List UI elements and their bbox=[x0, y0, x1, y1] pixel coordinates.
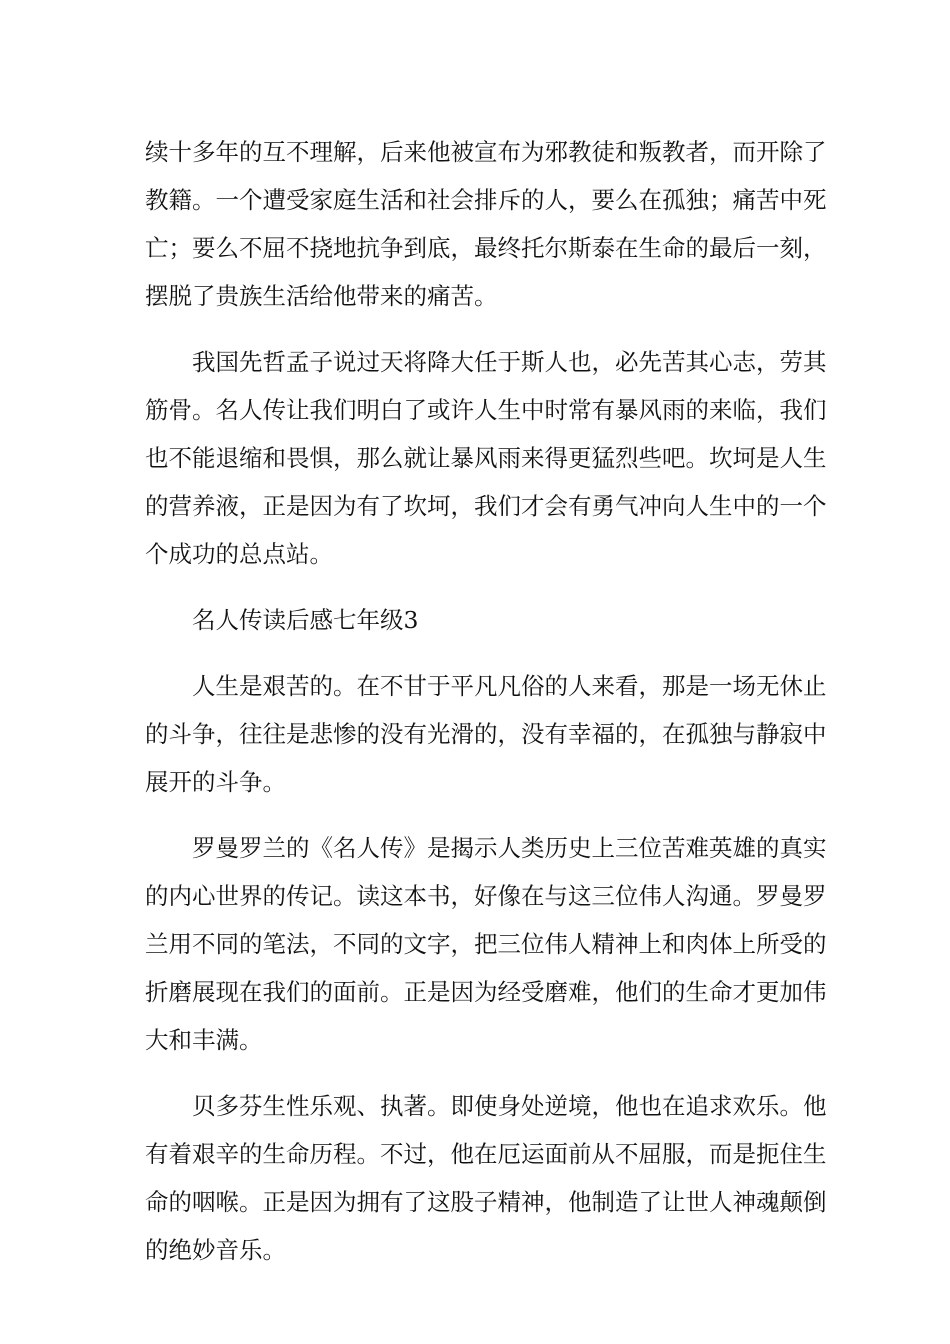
paragraph-life-hardship bbox=[145, 662, 827, 806]
document-body bbox=[145, 128, 827, 1274]
paragraph-mencius bbox=[145, 338, 827, 578]
text-line: 兰用不同的笔法，不同的文字，把三位伟人精神上和肉体上所受的 bbox=[145, 930, 827, 958]
paragraph-continuation bbox=[145, 128, 827, 320]
paragraph-gap bbox=[145, 320, 810, 338]
text-line: 罗曼罗兰的《名人传》是揭示人类历史上三位苦难英雄的真实 bbox=[192, 834, 827, 862]
paragraph-gap bbox=[145, 644, 810, 662]
paragraph-gap bbox=[145, 806, 810, 824]
text-line: 亡；要么不屈不挠地抗争到底，最终托尔斯泰在生命的最后一刻， bbox=[145, 234, 827, 262]
text-line: 折磨展现在我们的面前。正是因为经受磨难，他们的生命才更加伟 bbox=[145, 978, 827, 1006]
text-line: 的斗争，往往是悲惨的没有光滑的，没有幸福的，在孤独与静寂中 bbox=[145, 720, 827, 748]
text-line: 的营养液，正是因为有了坎坷，我们才会有勇气冲向人生中的一个 bbox=[145, 492, 827, 520]
paragraph-romain-rolland bbox=[145, 824, 827, 1064]
text-line: 有着艰辛的生命历程。不过，他在厄运面前从不屈服，而是扼住生 bbox=[145, 1140, 827, 1168]
paragraph-gap bbox=[145, 578, 810, 596]
text-line: 展开的斗争。 bbox=[145, 768, 286, 796]
text-line: 我国先哲孟子说过天将降大任于斯人也，必先苦其心志，劳其 bbox=[192, 348, 827, 376]
text-line: 摆脱了贵族生活给他带来的痛苦。 bbox=[145, 282, 498, 310]
text-line: 也不能退缩和畏惧，那么就让暴风雨来得更猛烈些吧。坎坷是人生 bbox=[145, 444, 827, 472]
text-line: 大和丰满。 bbox=[145, 1026, 263, 1054]
text-line: 筋骨。名人传让我们明白了或许人生中时常有暴风雨的来临，我们 bbox=[145, 396, 827, 424]
paragraph-beethoven bbox=[145, 1082, 827, 1274]
text-line: 个成功的总点站。 bbox=[145, 540, 333, 568]
section-heading bbox=[145, 596, 810, 644]
text-line: 命的咽喉。正是因为拥有了这股子精神，他制造了让世人神魂颠倒 bbox=[145, 1188, 827, 1216]
heading-text: 名人传读后感七年级3 bbox=[192, 606, 419, 634]
text-line: 人生是艰苦的。在不甘于平凡凡俗的人来看，那是一场无休止 bbox=[192, 672, 827, 700]
text-line: 的绝妙音乐。 bbox=[145, 1236, 286, 1264]
text-line: 教籍。一个遭受家庭生活和社会排斥的人，要么在孤独；痛苦中死 bbox=[145, 186, 827, 214]
paragraph-gap bbox=[145, 1064, 810, 1082]
text-line: 续十多年的互不理解，后来他被宣布为邪教徒和叛教者，而开除了 bbox=[145, 138, 827, 166]
text-line: 贝多芬生性乐观、执著。即使身处逆境，他也在追求欢乐。他 bbox=[192, 1092, 827, 1120]
text-line: 的内心世界的传记。读这本书，好像在与这三位伟人沟通。罗曼罗 bbox=[145, 882, 827, 910]
